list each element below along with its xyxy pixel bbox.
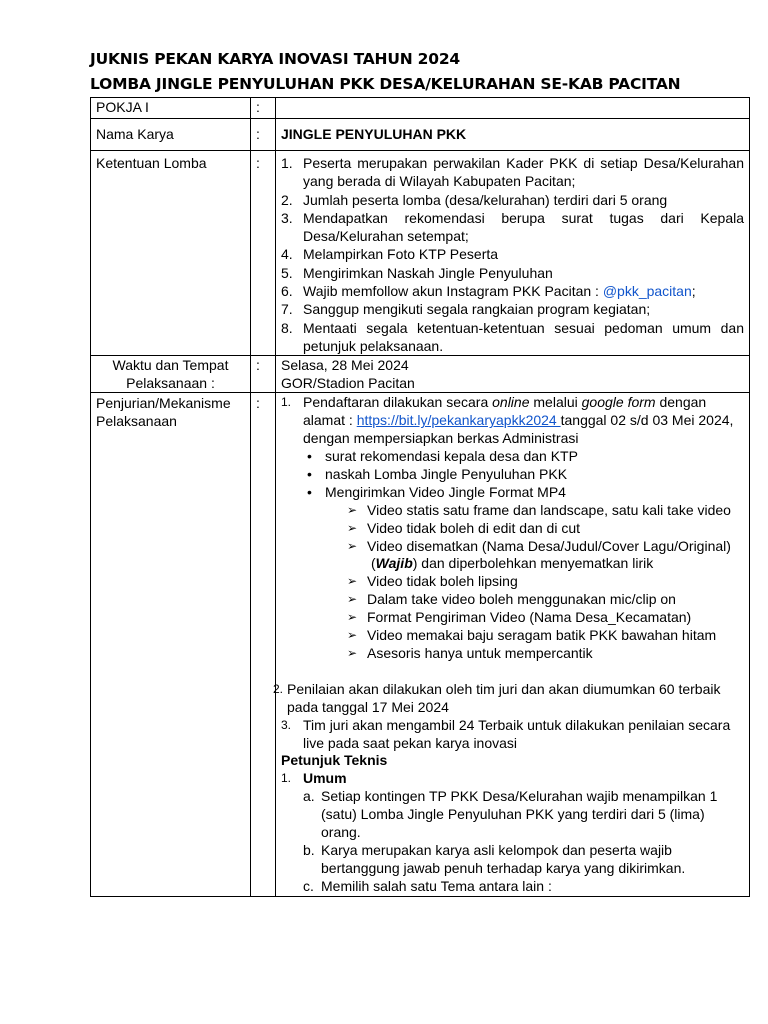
colon: : [251, 119, 276, 151]
instagram-link[interactable]: @pkk_pacitan [602, 283, 692, 300]
document-title: JUKNIS PEKAN KARYA INOVASI TAHUN 2024 [90, 50, 461, 68]
list-item: 2. Penilaian akan dilakukan oleh tim juri dan akan diumumkan 60 terbaik pada tanggal 17 Mei 2024 [273, 680, 721, 715]
list-item: b. Karya merupakan karya asli kelompok dan peserta wajib bertanggung jawab penuh terhadap karya yang dikirimkan. [303, 842, 686, 876]
juknis-table [90, 97, 750, 897]
label-penjurian: Penjurian/Mekanisme Pelaksanaan [91, 393, 251, 896]
list-item: c. Memilih salah satu Tema antara lain : [303, 877, 552, 894]
list-item: 1. Peserta merupakan perwakilan Kader PKK di setiap Desa/Kelurahan yang berada di Wilayah Kabupaten Pacitan; [281, 155, 744, 190]
label-ketentuan-lomba: Ketentuan Lomba [91, 151, 251, 356]
colon: : [251, 393, 276, 896]
value-penjurian [273, 393, 750, 896]
list-item: 1. Pendaftaran dilakukan secara online melalui google form dengan alamat : https://bit.ly/pekankaryapkk2024 tanggal 02 s/d 03 Mei 2024, dengan mempersiapkan berkas Administrasi [281, 394, 734, 447]
list-item: 7. Sanggup mengikuti segala rangkaian program kegiatan; [281, 301, 651, 318]
colon: : [251, 151, 276, 356]
list-item: • surat rekomendasi kepala desa dan KTP [307, 447, 578, 464]
list-item: a. Setiap kontingen TP PKK Desa/Kelurahan wajib menampilkan 1 (satu) Lomba Jingle Penyuluhan PKK yang terdiri dari 5 (lima) orang. [303, 788, 718, 841]
list-item: • Mengirimkan Video Jingle Format MP4 ➢ Video statis satu frame dan landscape, satu kali take video ➢ Video tidak boleh di edit dan di cut ➢ Video disematkan (Nama Desa/Judul/Cover Lagu/Original) (Wajib) dan diperbolehkan menyematkan lirik ➢ Video tidak boleh lipsing ➢ Dalam take video boleh menggunakan mic/clip on ➢ Format Pengiriman Video (Nama Desa_Kecamatan) ➢ Video memakai baju seragam batik PKK bawahan hitam ➢ Asesoris hanya untuk mempercantik [303, 484, 744, 663]
umum-heading: 1. Umum [281, 770, 347, 787]
list-item: ➢ Video memakai baju seragam batik PKK bawahan hitam [347, 627, 717, 644]
row-penjurian [91, 393, 750, 896]
penjurian-list [281, 394, 744, 448]
ketentuan-list [281, 154, 744, 355]
colon: : [251, 356, 276, 393]
google-form-link[interactable]: https://bit.ly/pekankaryapkk2024 [356, 412, 561, 429]
list-item: ➢ Video tidak boleh di edit dan di cut [347, 519, 581, 536]
label-pokja: POKJA I [91, 98, 251, 119]
list-item: 4. Melampirkan Foto KTP Peserta [281, 246, 499, 263]
row-ketentuan-lomba [91, 151, 750, 356]
colon: : [251, 98, 276, 119]
list-item: • naskah Lomba Jingle Penyuluhan PKK [307, 465, 568, 482]
list-item: ➢ Asesoris hanya untuk mempercantik [347, 644, 593, 661]
umum-list [281, 788, 744, 895]
document-subtitle: LOMBA JINGLE PENYULUHAN PKK DESA/KELURAHAN SE-KAB PACITAN [90, 75, 681, 93]
label-waktu-tempat: Waktu dan Tempat Pelaksanaan : [91, 356, 251, 393]
petunjuk-teknis-heading: Petunjuk Teknis [281, 752, 388, 769]
list-item: ➢ Format Pengiriman Video (Nama Desa_Kecamatan) [347, 609, 692, 626]
list-item: ➢ Dalam take video boleh menggunakan mic/clip on [347, 591, 676, 608]
list-item: 3. Tim juri akan mengambil 24 Terbaik untuk dilakukan penilaian secara live pada saat pekan karya inovasi [281, 716, 731, 751]
list-item: 2. Jumlah peserta lomba (desa/kelurahan) terdiri dari 5 orang [281, 191, 668, 208]
value-nama-karya: JINGLE PENYULUHAN PKK [276, 119, 750, 151]
list-item: ➢ Video disematkan (Nama Desa/Judul/Cover Lagu/Original) (Wajib) dan diperbolehkan menyematkan lirik [347, 537, 731, 572]
berkas-list [281, 448, 744, 663]
list-item: 3. Mendapatkan rekomendasi berupa surat tugas dari Kepala Desa/Kelurahan setempat; [281, 209, 744, 245]
row-pokja [91, 98, 750, 119]
value-pokja [276, 98, 750, 119]
row-waktu-tempat [91, 356, 750, 393]
video-rules-list [325, 502, 744, 663]
list-item: ➢ Video statis satu frame dan landscape, satu kali take video [347, 501, 731, 518]
row-nama-karya [91, 119, 750, 151]
list-item: 6. Wajib memfollow akun Instagram PKK Pacitan : @pkk_pacitan; [281, 283, 696, 300]
list-item: ➢ Video tidak boleh lipsing [347, 573, 518, 590]
value-waktu-tempat: Selasa, 28 Mei 2024 GOR/Stadion Pacitan [276, 356, 750, 393]
label-nama-karya: Nama Karya [91, 119, 251, 151]
list-item: 8. Mentaati segala ketentuan-ketentuan sesuai pedoman umum dan petunjuk pelaksanaan. [281, 319, 744, 354]
list-item: 5. Mengirimkan Naskah Jingle Penyuluhan [281, 264, 553, 281]
